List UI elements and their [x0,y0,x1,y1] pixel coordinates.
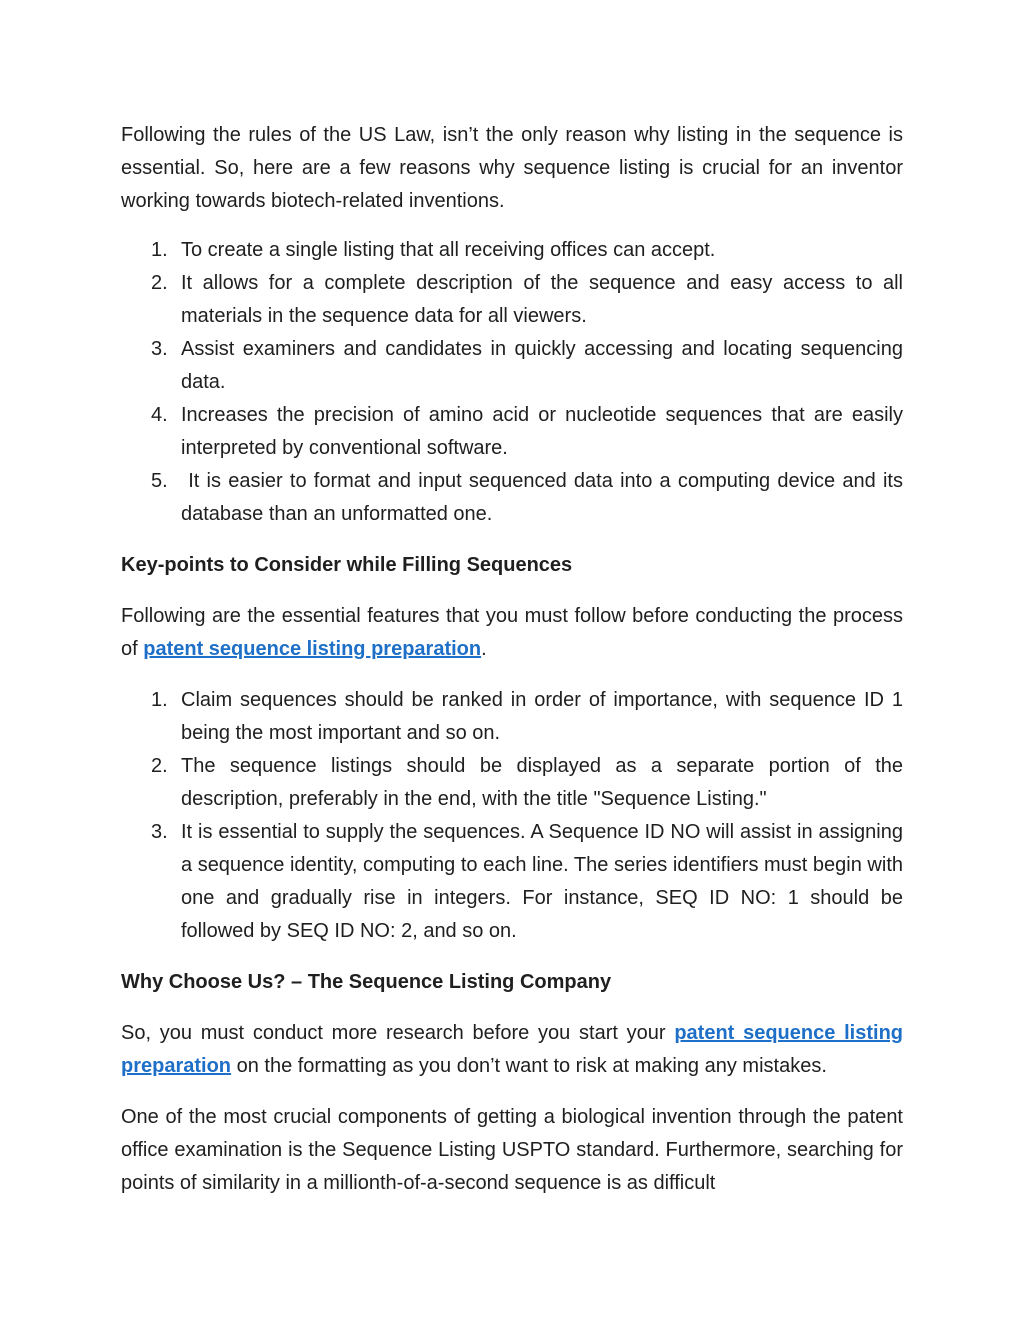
keypoints-heading: Key-points to Consider while Filling Sequences [121,554,573,576]
research-text-before: So, you must conduct more research before you start your [121,1022,675,1044]
list-item-text: The sequence listings should be displayed as a separate portion of the description, preferably in the end, with the title "Sequence Listing." [181,755,903,810]
patent-sequence-listing-link[interactable]: patent sequence listing preparation [143,638,482,660]
list-item [121,750,903,816]
list-item-text: It is essential to supply the sequences. A Sequence ID NO will assist in assigning a sequence identity, computing to each line. The series identifiers must begin with one and gradually rise in integers. For instance, SEQ ID NO: 1 should be followed by SEQ ID NO: 2, and so on. [181,821,903,942]
keypoints-text-before: Following are the essential features that you must follow before conducting the process of [121,605,903,660]
list-number: 2. [151,272,168,294]
list-number: 3. [151,338,168,360]
research-paragraph [121,1017,903,1083]
list-item-text: To create a single listing that all receiving offices can accept. [181,239,716,261]
list-number: 3. [151,821,168,843]
document-page [121,119,909,1200]
list-number: 2. [151,755,168,777]
list-item-text: Increases the precision of amino acid or nucleotide sequences that are easily interpreted by conventional software. [181,404,903,459]
list-item [121,465,909,531]
list-item-text: Assist examiners and candidates in quickly accessing and locating sequencing data. [181,338,903,393]
list-item [121,333,903,399]
list-item [121,816,903,948]
why-choose-us-heading: Why Choose Us? – The Sequence Listing Company [121,971,612,993]
list-item [121,684,903,750]
list-item-text: Claim sequences should be ranked in order of importance, with sequence ID 1 being the most important and so on. [181,689,903,744]
intro-paragraph: Following the rules of the US Law, isn’t the only reason why listing in the sequence is essential. So, here are a few reasons why sequence listing is crucial for an inventor working towards biotech-related inventions. [121,124,903,212]
list-item [121,234,903,267]
list-item-text: It allows for a complete description of the sequence and easy access to all materials in the sequence data for all viewers. [181,272,903,327]
list-number: 1. [151,689,168,711]
uspto-paragraph: One of the most crucial components of getting a biological invention through the patent office examination is the Sequence Listing USPTO standard. Furthermore, searching for points of similarity in a millionth-of-a-second sequence is as difficult [121,1106,903,1194]
list-number: 4. [151,404,168,426]
patent-sequence-listing-link-2[interactable]: patent sequence listing preparation [121,1022,904,1077]
keypoints-paragraph [121,600,903,666]
list-item [121,267,903,333]
research-text-after: on the formatting as you don’t want to risk at making any mistakes. [231,1055,827,1077]
list-number: 1. [151,239,168,261]
keypoints-text-after: . [481,638,487,660]
reasons-list [121,234,909,531]
list-item-text: It is easier to format and input sequenced data into a computing device and its database than an unformatted one. [181,470,909,525]
list-number: 5. [151,470,168,492]
keypoints-list [121,684,903,948]
list-item [121,399,903,465]
